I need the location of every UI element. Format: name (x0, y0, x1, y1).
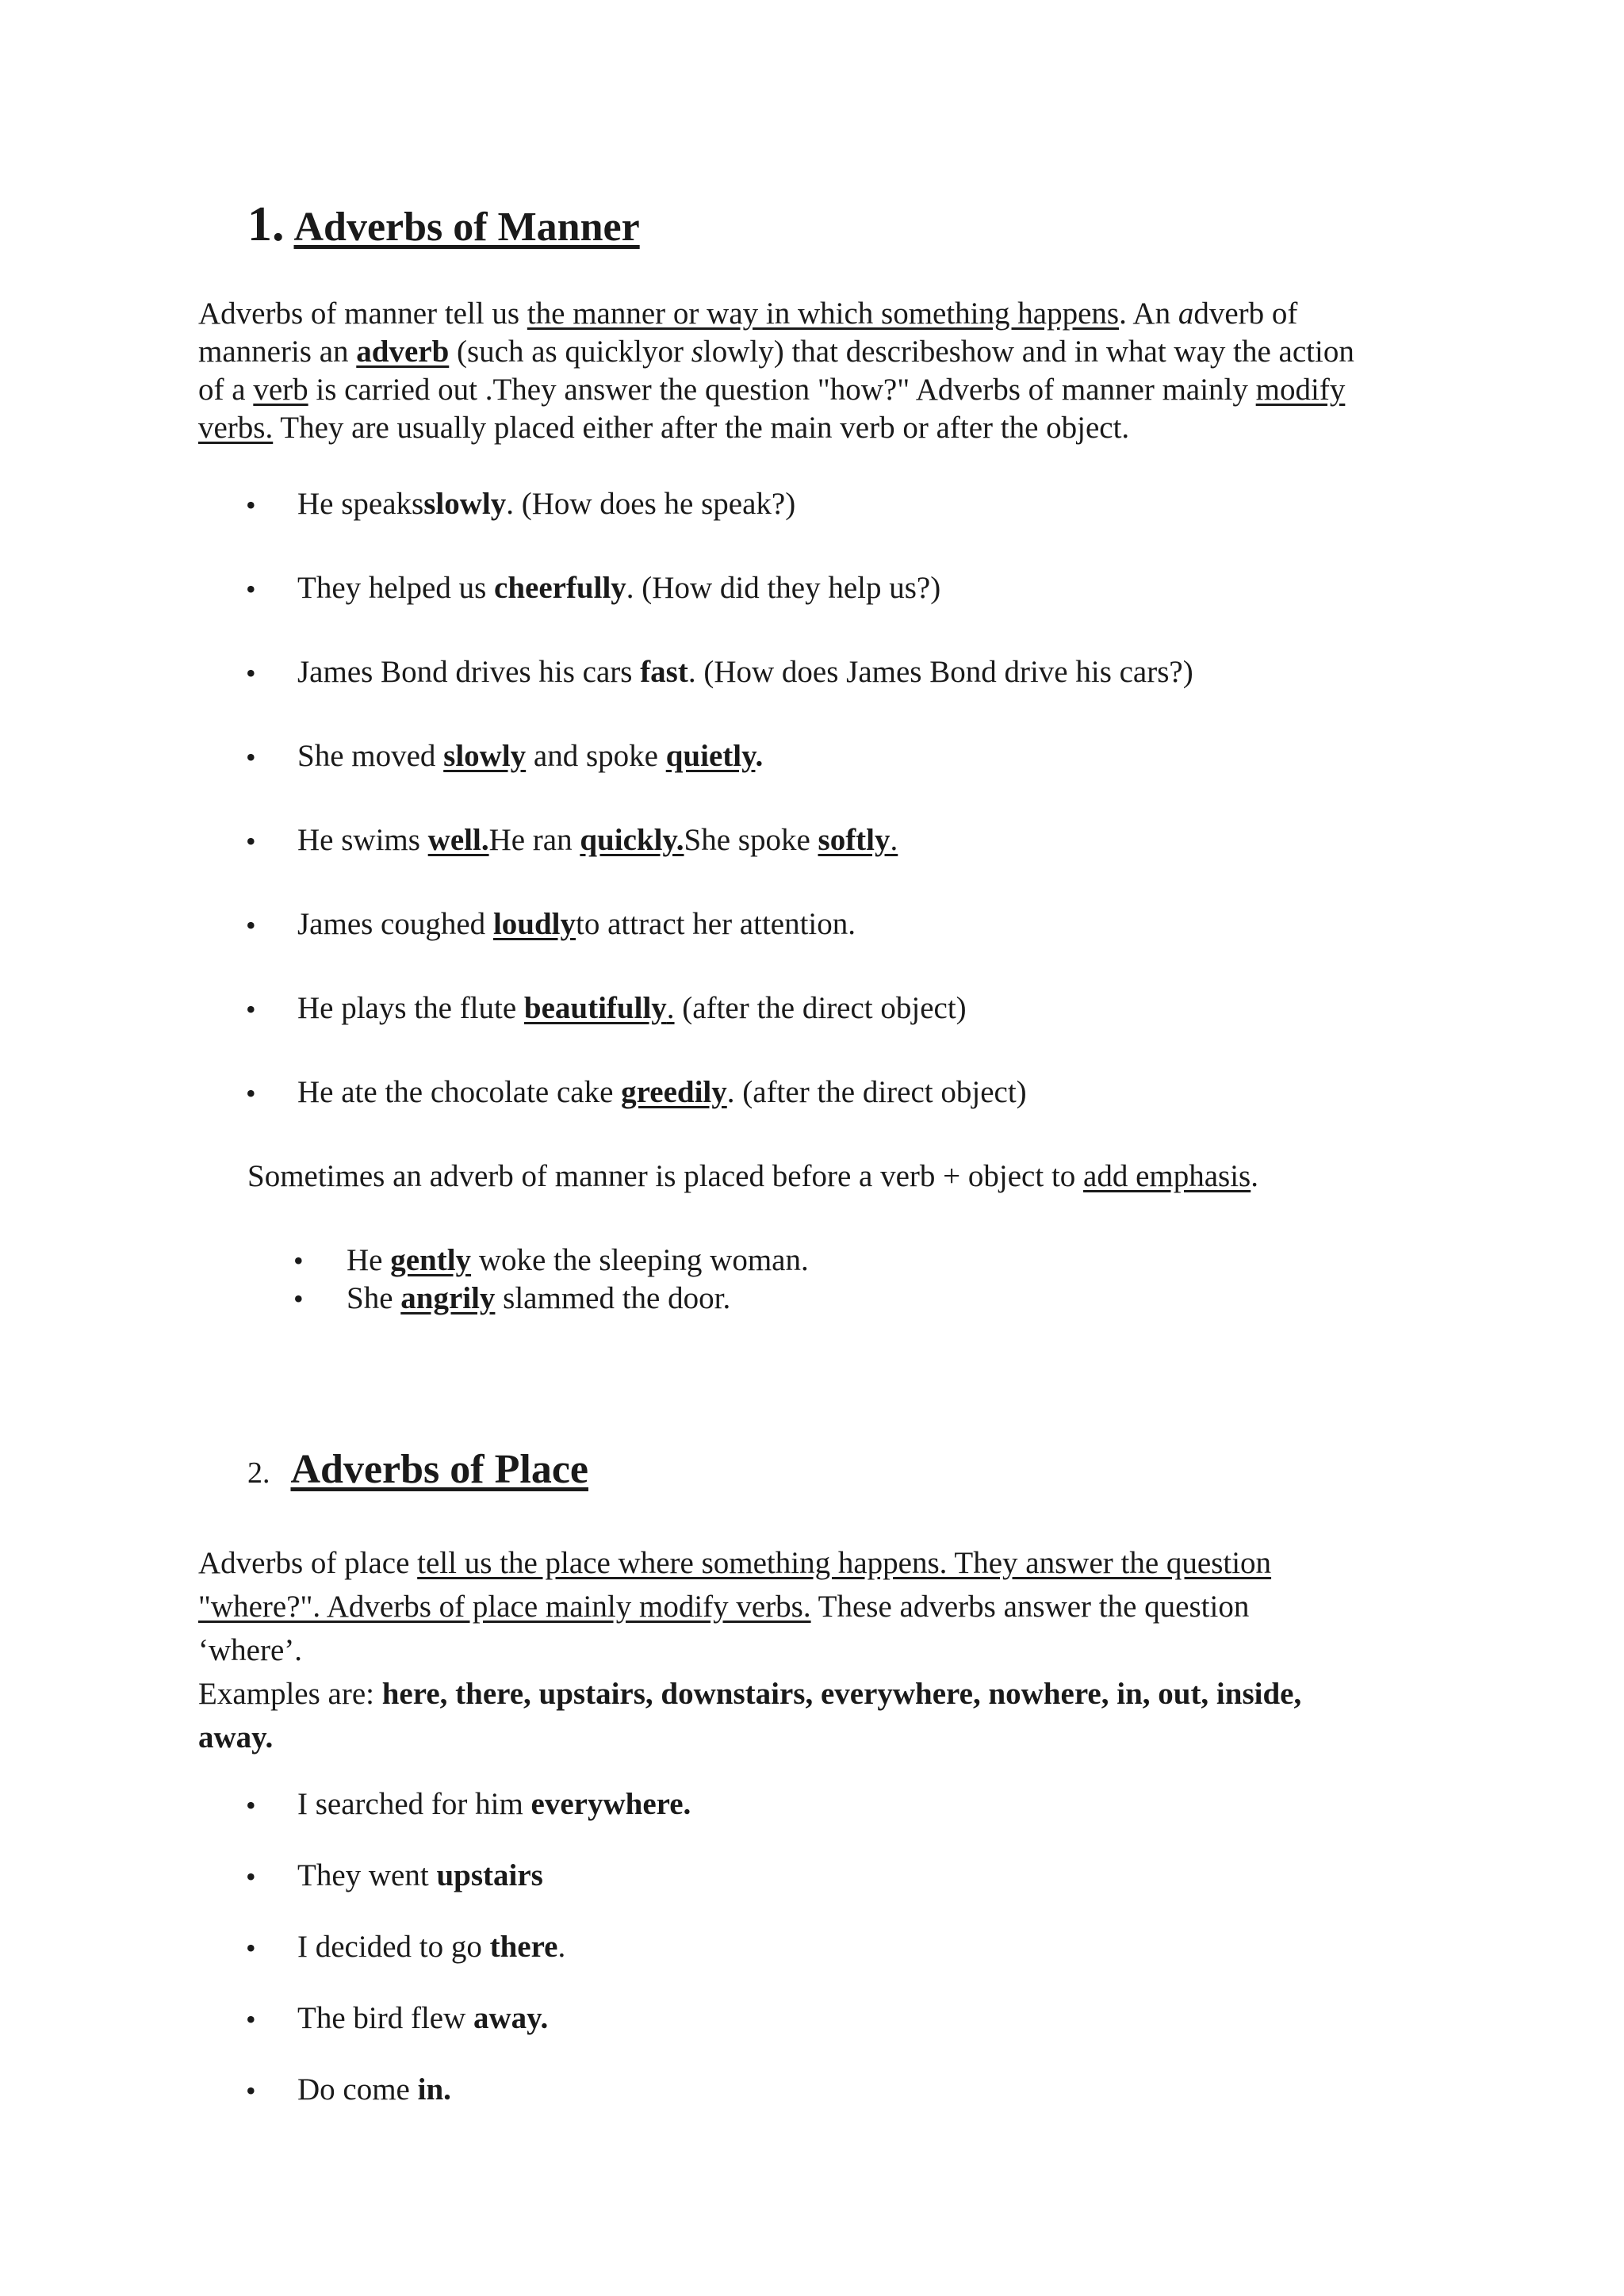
section1-number: 1. (247, 197, 285, 251)
bullet-icon: • (246, 573, 256, 605)
section1-intro: Adverbs of manner tell us the manner or way in which something happens. An adverb of manneris an adverb (such as quicklyor slowly) that describeshow and in what way the action of a verb is carried out .They answer the question "how?" Adverbs of manner mainly modify verbs. They are usually placed either after the main verb or after the object. (198, 297, 1354, 445)
section1-heading (247, 197, 640, 253)
section1-title: Adverbs of Manner (293, 205, 640, 250)
list-item: They went upstairs (297, 1858, 543, 1892)
bullet-icon: • (246, 657, 256, 689)
bullet-icon: • (246, 2003, 256, 2035)
list-item: He swims well.He ran quickly.She spoke softly. (297, 823, 898, 857)
bullet-icon: • (246, 2075, 256, 2107)
list-item: I searched for him everywhere. (297, 1787, 691, 1821)
list-item: They helped us cheerfully. (How did they help us?) (297, 571, 941, 605)
bullet-icon: • (246, 741, 256, 773)
list-item: I decided to go there. (297, 1930, 566, 1964)
list-item: He gently woke the sleeping woman. (347, 1243, 809, 1277)
list-item: He ate the chocolate cake greedily. (after the direct object) (297, 1075, 1027, 1109)
list-item: James coughed loudlyto attract her attention. (297, 907, 856, 941)
bullet-icon: • (293, 1245, 304, 1276)
list-item: Do come in. (297, 2072, 451, 2107)
list-item: James Bond drives his cars fast. (How does James Bond drive his cars?) (297, 655, 1193, 689)
bullet-icon: • (246, 1932, 256, 1964)
section2-heading (247, 1446, 588, 1493)
bullet-icon: • (246, 825, 256, 857)
list-item: The bird flew away. (297, 2001, 549, 2035)
bullet-icon: • (246, 489, 256, 521)
bullet-icon: • (246, 1861, 256, 1892)
section2-number: 2. (247, 1456, 270, 1490)
list-item: She moved slowly and spoke quietly. (297, 739, 764, 773)
emphasis-note: Sometimes an adverb of manner is placed before a verb + object to add emphasis. (247, 1159, 1258, 1193)
bullet-icon: • (246, 1077, 256, 1109)
section2-title: Adverbs of Place (290, 1447, 588, 1492)
list-item: He speaksslowly. (How does he speak?) (297, 487, 796, 521)
bullet-icon: • (246, 993, 256, 1025)
bullet-icon: • (293, 1283, 304, 1314)
bullet-icon: • (246, 909, 256, 941)
list-item: He plays the flute beautifully. (after the direct object) (297, 991, 967, 1025)
list-item: She angrily slammed the door. (347, 1281, 731, 1315)
bullet-icon: • (246, 1789, 256, 1821)
section2-intro: Adverbs of place tell us the place where something happens. They answer the question "where?". Adverbs of place mainly modify verbs. These adverbs answer the question ‘where’. Examples are: here, there, upstairs, downstairs, everywhere, nowhere, in, out, inside, away. (198, 1546, 1302, 1755)
